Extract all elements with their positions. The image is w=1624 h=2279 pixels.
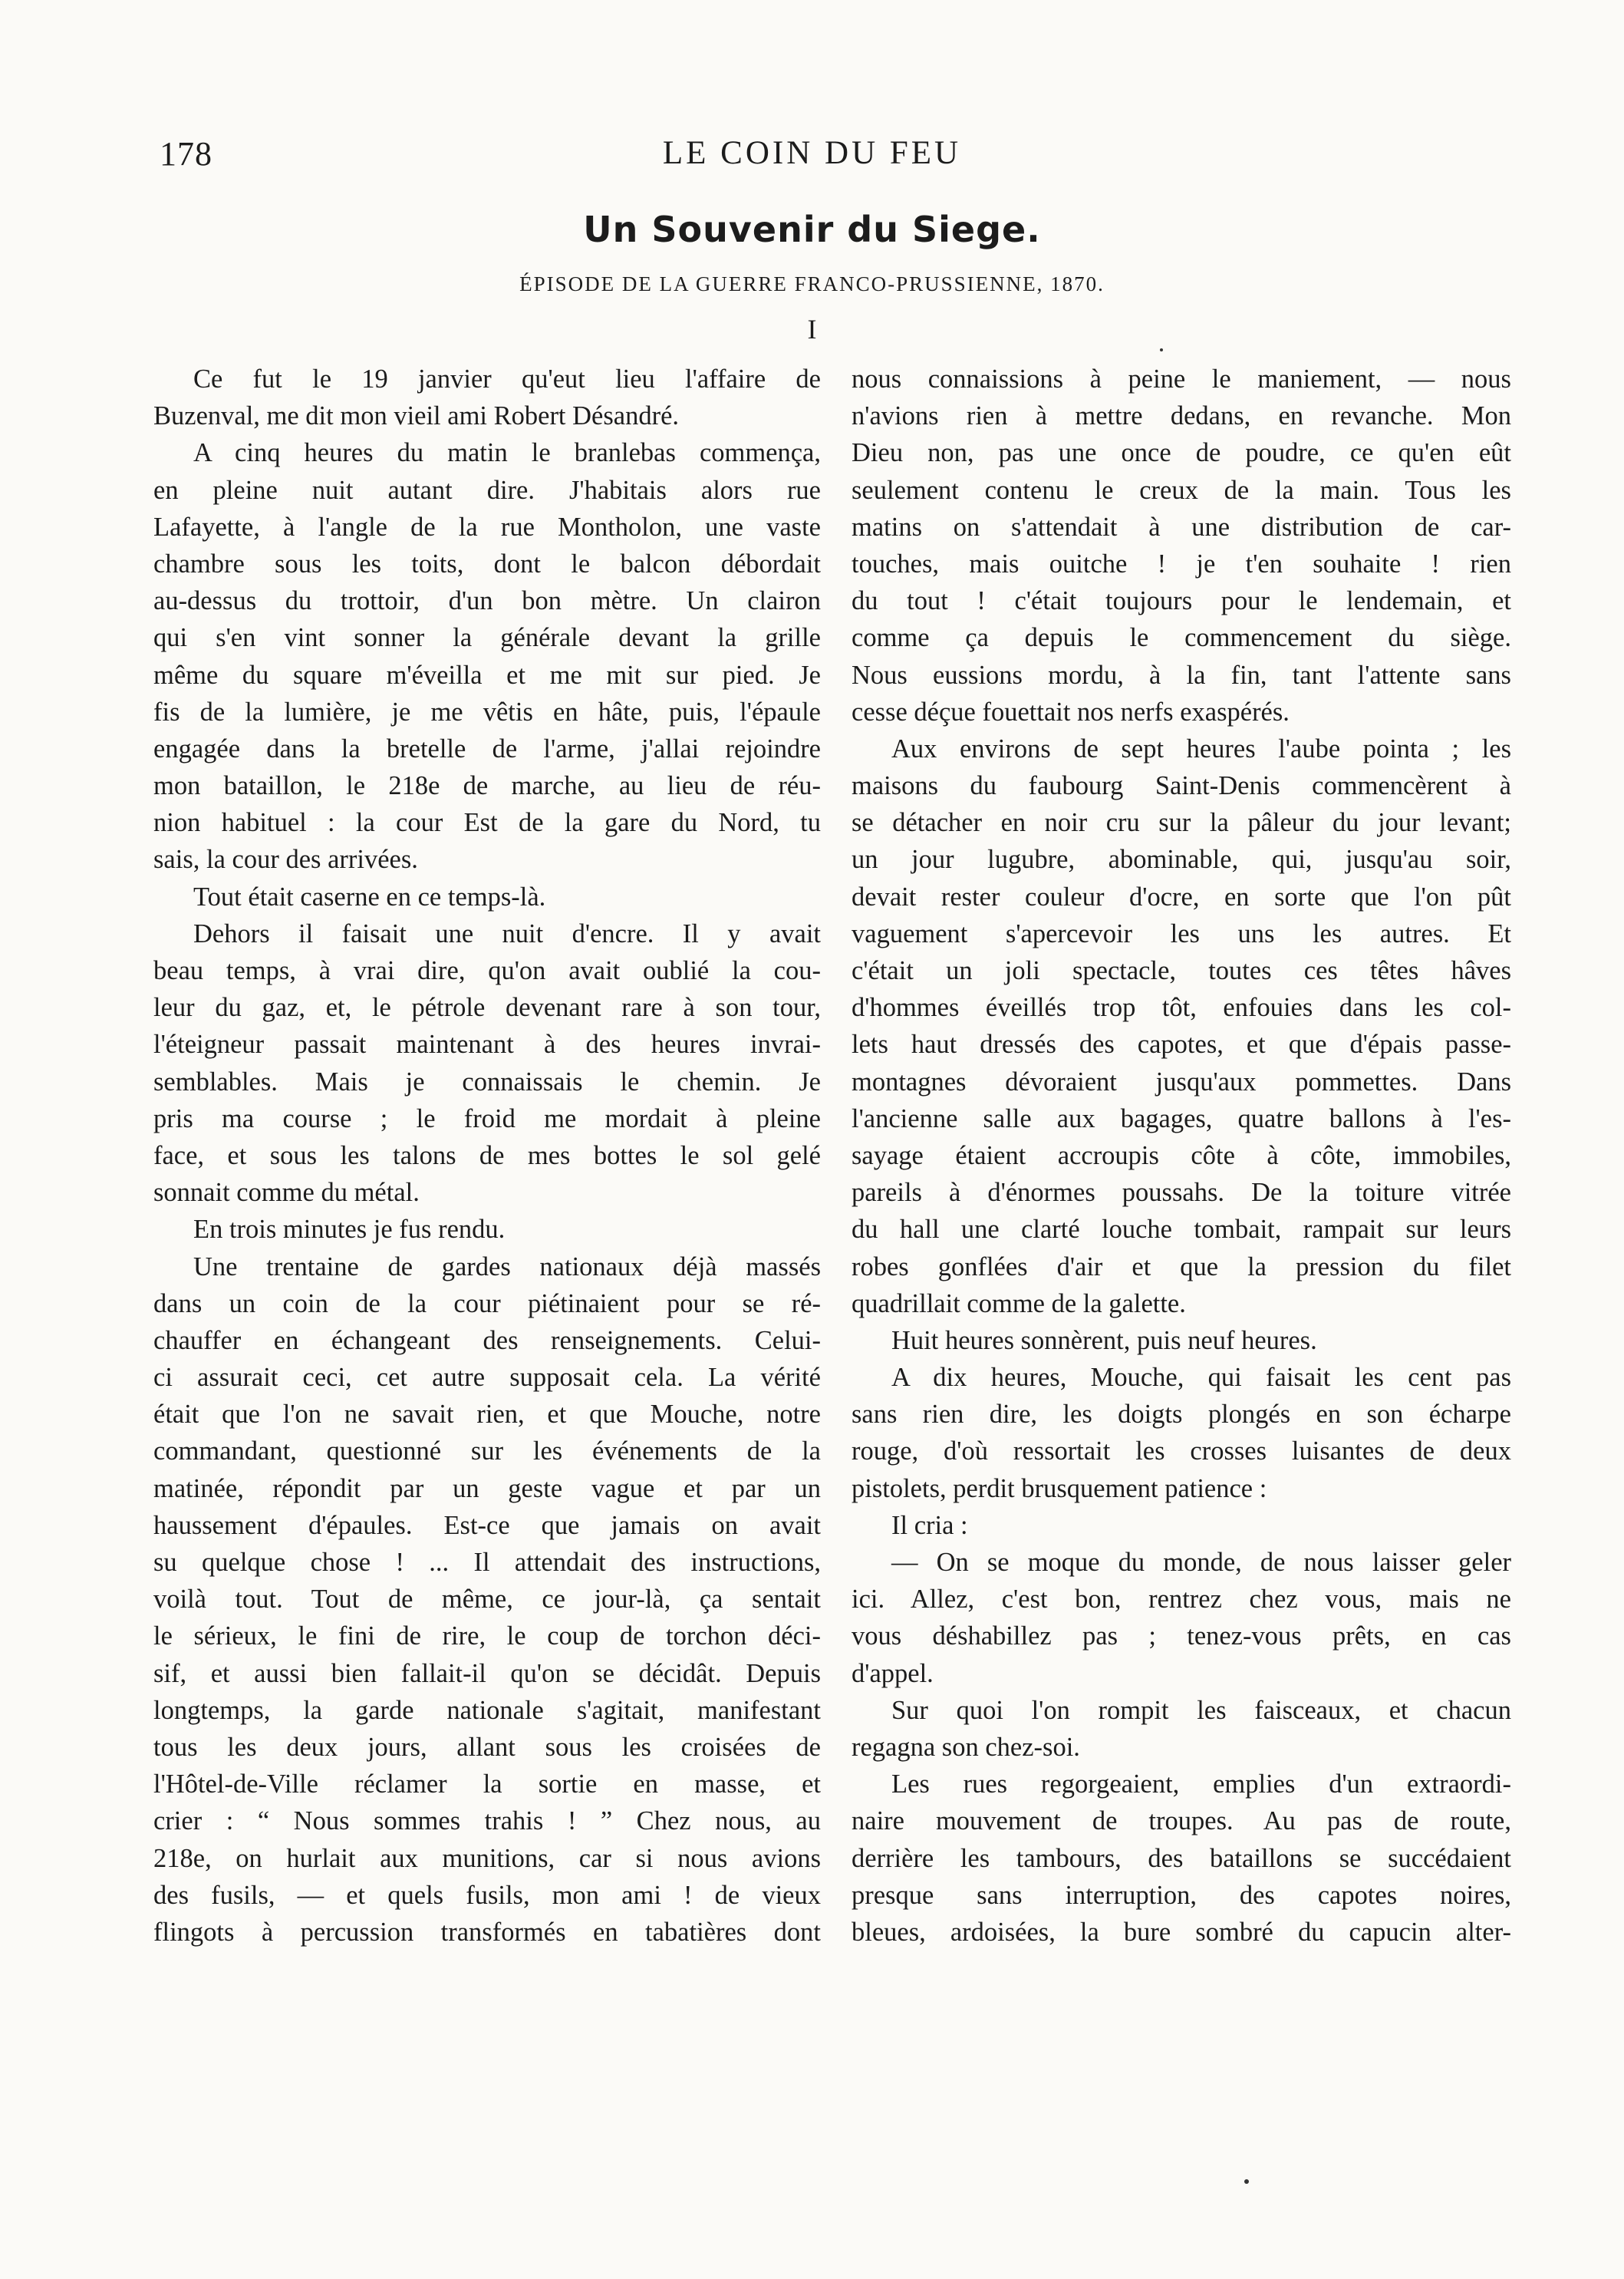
text-line: leur du gaz, et, le pétrole devenant rare à son tour, <box>153 993 821 1023</box>
text-line: regagna son chez-soi. <box>852 1732 1080 1762</box>
text-line: montagnes dévoraient jusqu'aux pommettes. Dans <box>852 1067 1511 1097</box>
text-line: l'ancienne salle aux bagages, quatre ballons à l'es- <box>852 1103 1511 1133</box>
text-line: maisons du faubourg Saint-Denis commencèrent à <box>852 771 1511 801</box>
text-line: tous les deux jours, allant sous les croisées de <box>153 1732 821 1762</box>
text-line: Sur quoi l'on rompit les faisceaux, et chacun <box>891 1695 1511 1725</box>
text-line: ci assurait ceci, cet autre supposait cela. La vérité <box>153 1363 821 1393</box>
text-line: matins on s'attendait à une distribution de car- <box>852 512 1511 542</box>
text-line: n'avions rien à mettre dedans, en revanche. Mon <box>852 401 1511 431</box>
text-line: touches, mais ouitche ! je t'en souhaite ! rien <box>852 549 1511 579</box>
text-line: beau temps, à vrai dire, qu'on avait oublié la cou- <box>153 956 821 985</box>
text-line: su quelque chose ! ... Il attendait des instructions, <box>153 1548 821 1577</box>
text-line: Nous eussions mordu, à la fin, tant l'attente sans <box>852 660 1511 690</box>
text-line: vous déshabillez pas ; tenez-vous prêts, en cas <box>852 1621 1511 1651</box>
text-line: nion habituel : la cour Est de la gare du Nord, tu <box>153 808 821 838</box>
text-line: A cinq heures du matin le branlebas commença, <box>193 438 821 468</box>
text-line: quadrillait comme de la galette. <box>852 1288 1186 1318</box>
text-line: pris ma course ; le froid me mordait à pleine <box>153 1103 821 1133</box>
text-line: même du square m'éveilla et me mit sur pied. Je <box>153 660 821 690</box>
text-line: Une trentaine de gardes nationaux déjà massés <box>193 1252 821 1281</box>
article-subtitle: ÉPISODE DE LA GUERRE FRANCO-PRUSSIENNE, 1870. <box>519 272 1105 295</box>
text-line: un jour lugubre, abominable, qui, jusqu'au soir, <box>852 845 1511 875</box>
text-line: rouge, d'où ressortait les crosses luisantes de deux <box>852 1436 1511 1466</box>
right-column <box>852 361 1511 1951</box>
text-line: du tout ! c'était toujours pour le lendemain, et <box>852 586 1511 616</box>
text-line: Dieu non, pas une once de poudre, ce qu'en eût <box>852 438 1511 468</box>
text-line: comme ça depuis le commencement du siège. <box>852 623 1511 653</box>
paper-speck <box>1244 2179 1249 2184</box>
text-line: qui s'en vint sonner la générale devant la grille <box>153 623 821 653</box>
text-line: Les rues regorgeaient, emplies d'un extraordi- <box>891 1769 1511 1799</box>
text-line: le sérieux, le fini de rire, le coup de torchon déci- <box>153 1621 821 1651</box>
page-number: 178 <box>160 135 212 173</box>
text-line: Dehors il faisait une nuit d'encre. Il y avait <box>193 919 821 948</box>
running-head: LE COIN DU FEU <box>662 135 962 171</box>
text-line: semblables. Mais je connaissais le chemin. Je <box>153 1067 821 1097</box>
text-line: en pleine nuit autant dire. J'habitais alors rue <box>153 475 821 505</box>
text-line: Buzenval, me dit mon vieil ami Robert Désandré. <box>153 401 680 431</box>
text-line: Huit heures sonnèrent, puis neuf heures. <box>891 1325 1317 1355</box>
text-line: crier : “ Nous sommes trahis ! ” Chez nous, au <box>153 1806 821 1836</box>
text-line: cesse déçue fouettait nos nerfs exaspérés. <box>852 697 1290 727</box>
text-line: sonnait comme du métal. <box>153 1178 420 1208</box>
text-line: 218e, on hurlait aux munitions, car si nous avions <box>153 1843 821 1873</box>
text-line: chambre sous les toits, dont le balcon débordait <box>153 549 821 579</box>
text-line: fis de la lumière, je me vêtis en hâte, puis, l'épaule <box>153 697 821 727</box>
text-line: Tout était caserne en ce temps-là. <box>193 882 546 912</box>
text-line: Aux environs de sept heures l'aube pointa ; les <box>891 734 1511 764</box>
text-line: — On se moque du monde, de nous laisser geler <box>891 1548 1511 1577</box>
text-line: presque sans interruption, des capotes noires, <box>852 1880 1511 1910</box>
text-line: c'était un joli spectacle, toutes ces têtes hâves <box>852 956 1511 985</box>
text-line: des fusils, — et quels fusils, mon ami ! de vieux <box>153 1880 821 1910</box>
text-line: A dix heures, Mouche, qui faisait les cent pas <box>891 1363 1511 1393</box>
text-line: robes gonflées d'air et que la pression du filet <box>852 1252 1511 1281</box>
text-line: au-dessus du trottoir, d'un bon mètre. Un clairon <box>153 586 821 616</box>
text-line: nous connaissions à peine le maniement, — nous <box>852 364 1511 394</box>
text-line: sayage étaient accroupis côte à côte, immobiles, <box>852 1140 1511 1170</box>
text-line: l'Hôtel-de-Ville réclamer la sortie en masse, et <box>153 1769 821 1799</box>
text-line: devait rester couleur d'ocre, en sorte que l'on pût <box>852 882 1511 912</box>
paper-speck <box>1160 348 1163 351</box>
text-line: face, et sous les talons de mes bottes le sol gelé <box>153 1140 821 1170</box>
text-line: Lafayette, à l'angle de la rue Montholon, une vaste <box>153 512 821 542</box>
text-line: engagée dans la bretelle de l'arme, j'allai rejoindre <box>153 734 821 764</box>
text-line: dans un coin de la cour piétinaient pour se ré- <box>153 1288 821 1318</box>
text-line: sif, et aussi bien fallait-il qu'on se décidât. Depuis <box>153 1658 821 1688</box>
text-line: longtemps, la garde nationale s'agitait, manifestant <box>153 1695 821 1725</box>
text-line: l'éteigneur passait maintenant à des heures invrai- <box>153 1030 821 1060</box>
text-line: mon bataillon, le 218e de marche, au lieu de réu- <box>153 771 821 801</box>
text-line: En trois minutes je fus rendu. <box>193 1215 506 1245</box>
text-line: naire mouvement de troupes. Au pas de route, <box>852 1806 1511 1836</box>
text-line: vaguement s'apercevoir les uns les autres. Et <box>852 919 1511 948</box>
article-title: Un Souvenir du Siege. <box>583 209 1041 250</box>
text-line: flingots à percussion transformés en tabatières dont <box>153 1917 821 1947</box>
text-line: d'hommes éveillés trop tôt, enfouies dans les col- <box>852 993 1511 1023</box>
text-line: lets haut dressés des capotes, et que d'épais passe- <box>852 1030 1511 1060</box>
text-line: pistolets, perdit brusquement patience : <box>852 1473 1267 1503</box>
left-column <box>153 361 821 1951</box>
text-line: ici. Allez, c'est bon, rentrez chez vous, mais ne <box>852 1585 1511 1614</box>
text-line: chauffer en échangeant des renseignements. Celui- <box>153 1325 821 1355</box>
text-line: Ce fut le 19 janvier qu'eut lieu l'affaire de <box>193 364 821 394</box>
text-line: du hall une clarté louche tombait, rampait sur leurs <box>852 1215 1511 1245</box>
text-line: était que l'on ne savait rien, et que Mouche, notre <box>153 1400 821 1430</box>
text-line: pareils à d'énormes poussahs. De la toiture vitrée <box>852 1178 1511 1208</box>
text-line: commandant, questionné sur les événements de la <box>153 1436 821 1466</box>
text-line: sais, la cour des arrivées. <box>153 845 418 875</box>
text-line: haussement d'épaules. Est-ce que jamais on avait <box>153 1510 821 1540</box>
text-line: seulement contenu le creux de la main. Tous les <box>852 475 1511 505</box>
text-line: voilà tout. Tout de même, ce jour-là, ça sentait <box>153 1585 821 1614</box>
text-line: derrière les tambours, des bataillons se succédaient <box>852 1843 1511 1873</box>
text-line: Il cria : <box>891 1510 968 1540</box>
text-line: bleues, ardoisées, la bure sombré du capucin alter- <box>852 1917 1511 1947</box>
text-line: matinée, répondit par un geste vague et par un <box>153 1473 821 1503</box>
text-line: sans rien dire, les doigts plongés en son écharpe <box>852 1400 1511 1430</box>
text-line: d'appel. <box>852 1658 934 1688</box>
text-line: se détacher en noir cru sur la pâleur du jour levant; <box>852 808 1511 838</box>
section-numeral: I <box>807 314 817 345</box>
